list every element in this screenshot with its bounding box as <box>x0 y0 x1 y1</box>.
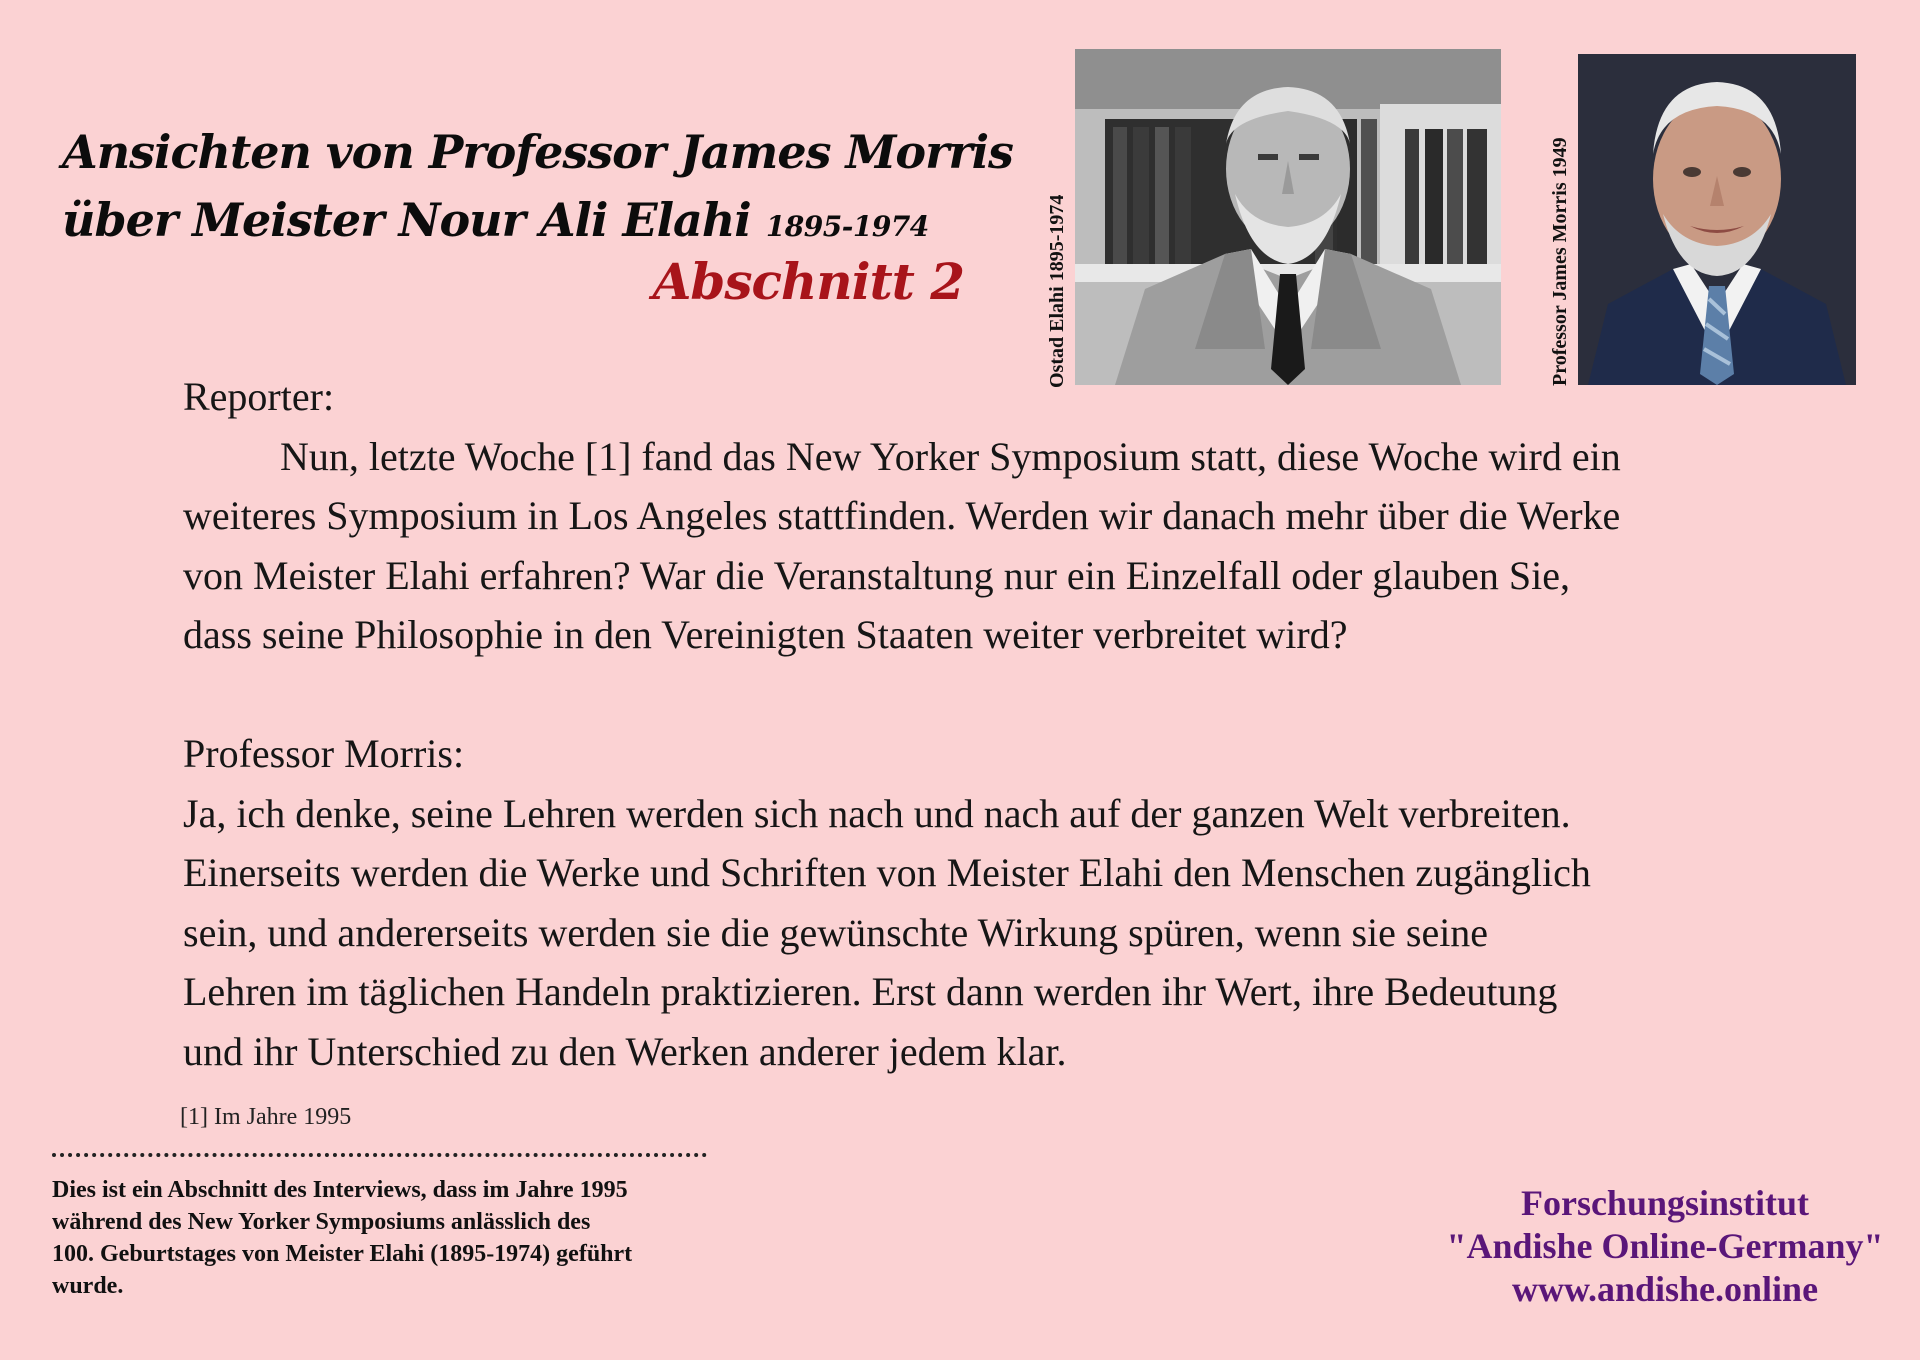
paragraph-spacer <box>183 665 1783 725</box>
professor-line-2: Einerseits werden die Werke und Schriften von Meister Elahi den Menschen zugänglich <box>183 850 1591 895</box>
note-line-1: Dies ist ein Abschnitt des Interviews, dass im Jahre 1995 <box>52 1177 628 1203</box>
title-line-2-text: über Meister Nour Ali Elahi <box>62 193 751 247</box>
note-line-3: 100. Geburtstages von Meister Elahi (1895-1974) geführt <box>52 1241 633 1267</box>
section-heading: Abschnitt 2 <box>652 252 964 311</box>
reporter-line-4: dass seine Philosophie in den Vereinigten Staaten weiter verbreitet wird? <box>183 612 1348 657</box>
reporter-line-3: von Meister Elahi erfahren? War die Veranstaltung nur ein Einzelfall oder glauben Sie, <box>183 552 1571 598</box>
professor-line-5: und ihr Unterschied zu den Werken anderer jedem klar. <box>183 1028 1067 1074</box>
interview-text <box>183 367 1783 1081</box>
organization-subname: "Andishe Online-Germany" <box>1446 1226 1884 1266</box>
page-title <box>62 118 1013 261</box>
note-line-4: wurde. <box>52 1273 124 1299</box>
morris-portrait-image <box>1578 54 1856 385</box>
title-line-2 <box>62 186 982 261</box>
footnote: [1] Im Jahre 1995 <box>180 1104 352 1130</box>
interview-note <box>52 1174 752 1302</box>
professor-label: Professor Morris: <box>183 731 465 776</box>
morris-photo-caption: Professor James Morris 1949 <box>1549 137 1571 386</box>
reporter-label: Reporter: <box>183 374 335 419</box>
morris-portrait-photo <box>1578 54 1856 385</box>
title-years: 1895-1974 <box>765 210 929 243</box>
dotted-divider <box>52 1153 707 1157</box>
organization-block <box>1420 1182 1910 1311</box>
reporter-line-2: weiteres Symposium in Los Angeles stattfinden. Werden wir danach mehr über die Werke <box>183 493 1621 538</box>
elahi-portrait-image <box>1075 49 1501 385</box>
elahi-portrait-photo <box>1075 49 1501 385</box>
note-line-2: während des New Yorker Symposiums anlässlich des <box>52 1209 591 1235</box>
reporter-line-1: Nun, letzte Woche [1] fand das New Yorker Symposium statt, diese Woche wird ein <box>280 433 1621 479</box>
organization-name: Forschungsinstitut <box>1520 1183 1810 1223</box>
professor-line-4: Lehren im täglichen Handeln praktizieren. Erst dann werden ihr Wert, ihre Bedeutung <box>183 969 1558 1014</box>
professor-line-1: Ja, ich denke, seine Lehren werden sich nach und nach auf der ganzen Welt verbreiten. <box>183 790 1571 836</box>
professor-line-3: sein, und andererseits werden sie die gewünschte Wirkung spüren, wenn sie seine <box>183 909 1489 955</box>
organization-website: www.andishe.online <box>1511 1269 1819 1309</box>
title-line-1: Ansichten von Professor James Morris <box>62 125 1013 179</box>
elahi-photo-caption: Ostad Elahi 1895-1974 <box>1046 194 1068 388</box>
